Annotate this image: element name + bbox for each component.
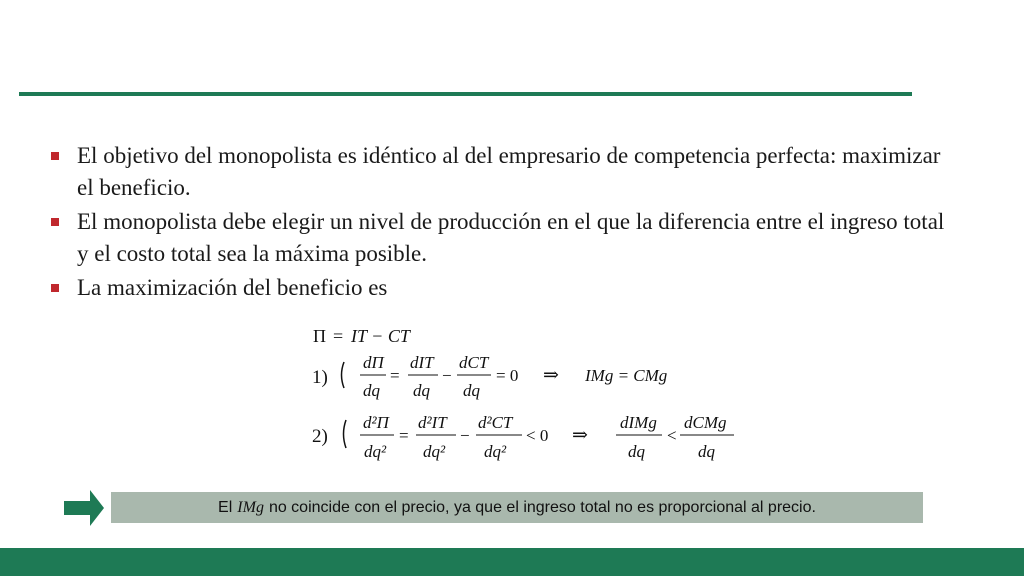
note-prefix: El: [218, 498, 233, 516]
fraction-numerator: dCMg: [684, 413, 727, 432]
fraction-numerator: dCT: [459, 353, 489, 372]
bottom-bar: [0, 548, 1024, 576]
rhs-less-than-zero: < 0: [526, 426, 549, 445]
right-arrow-icon: [64, 488, 104, 528]
note-box: [111, 492, 923, 523]
implies-arrow-icon: ⇒: [543, 365, 559, 386]
fraction-denominator: dq: [363, 381, 380, 400]
equals-sign: =: [390, 366, 400, 385]
note-term: IMg: [237, 498, 264, 516]
fraction-denominator: dq: [463, 381, 480, 400]
fraction-numerator: dIMg: [620, 413, 657, 432]
fraction-numerator: dΠ: [363, 353, 384, 372]
fraction-denominator: dq²: [484, 442, 507, 461]
profit-lhs: Π: [313, 326, 326, 346]
condition-label: 2): [312, 426, 328, 447]
open-bracket: [344, 420, 347, 448]
bullet-text: El monopolista debe elegir un nivel de producción en el que la diferencia entre el ingreso total y el costo total sea la máxima posible.: [77, 209, 945, 266]
bullet-text: La maximización del beneficio es: [77, 275, 388, 300]
open-bracket: [342, 362, 345, 388]
result-equation: IMg = CMg: [585, 366, 668, 385]
fraction-numerator: dIT: [410, 353, 434, 372]
fraction-denominator: dq: [628, 442, 645, 461]
less-than-sign: <: [667, 426, 677, 445]
profit-rhs: IT − CT: [351, 326, 410, 346]
minus-sign: −: [460, 426, 470, 445]
fraction-numerator: d²Π: [363, 413, 389, 432]
fraction-denominator: dq: [698, 442, 715, 461]
equals-sign: =: [333, 326, 344, 346]
minus-sign: −: [442, 366, 452, 385]
equals-sign: =: [399, 426, 409, 445]
fraction-numerator: d²IT: [418, 413, 447, 432]
fraction-denominator: dq²: [364, 442, 387, 461]
fraction-denominator: dq²: [423, 442, 446, 461]
fraction-numerator: d²CT: [478, 413, 513, 432]
bullet-text: El objetivo del monopolista es idéntico al del empresario de competencia perfecta: maximizar el beneficio.: [77, 143, 941, 200]
implies-arrow-icon: ⇒: [572, 425, 588, 446]
note-text: no coincide con el precio, ya que el ingreso total no es proporcional al precio.: [268, 498, 816, 516]
fraction-denominator: dq: [413, 381, 430, 400]
condition-label: 1): [312, 367, 328, 388]
rhs-zero: = 0: [496, 366, 519, 385]
